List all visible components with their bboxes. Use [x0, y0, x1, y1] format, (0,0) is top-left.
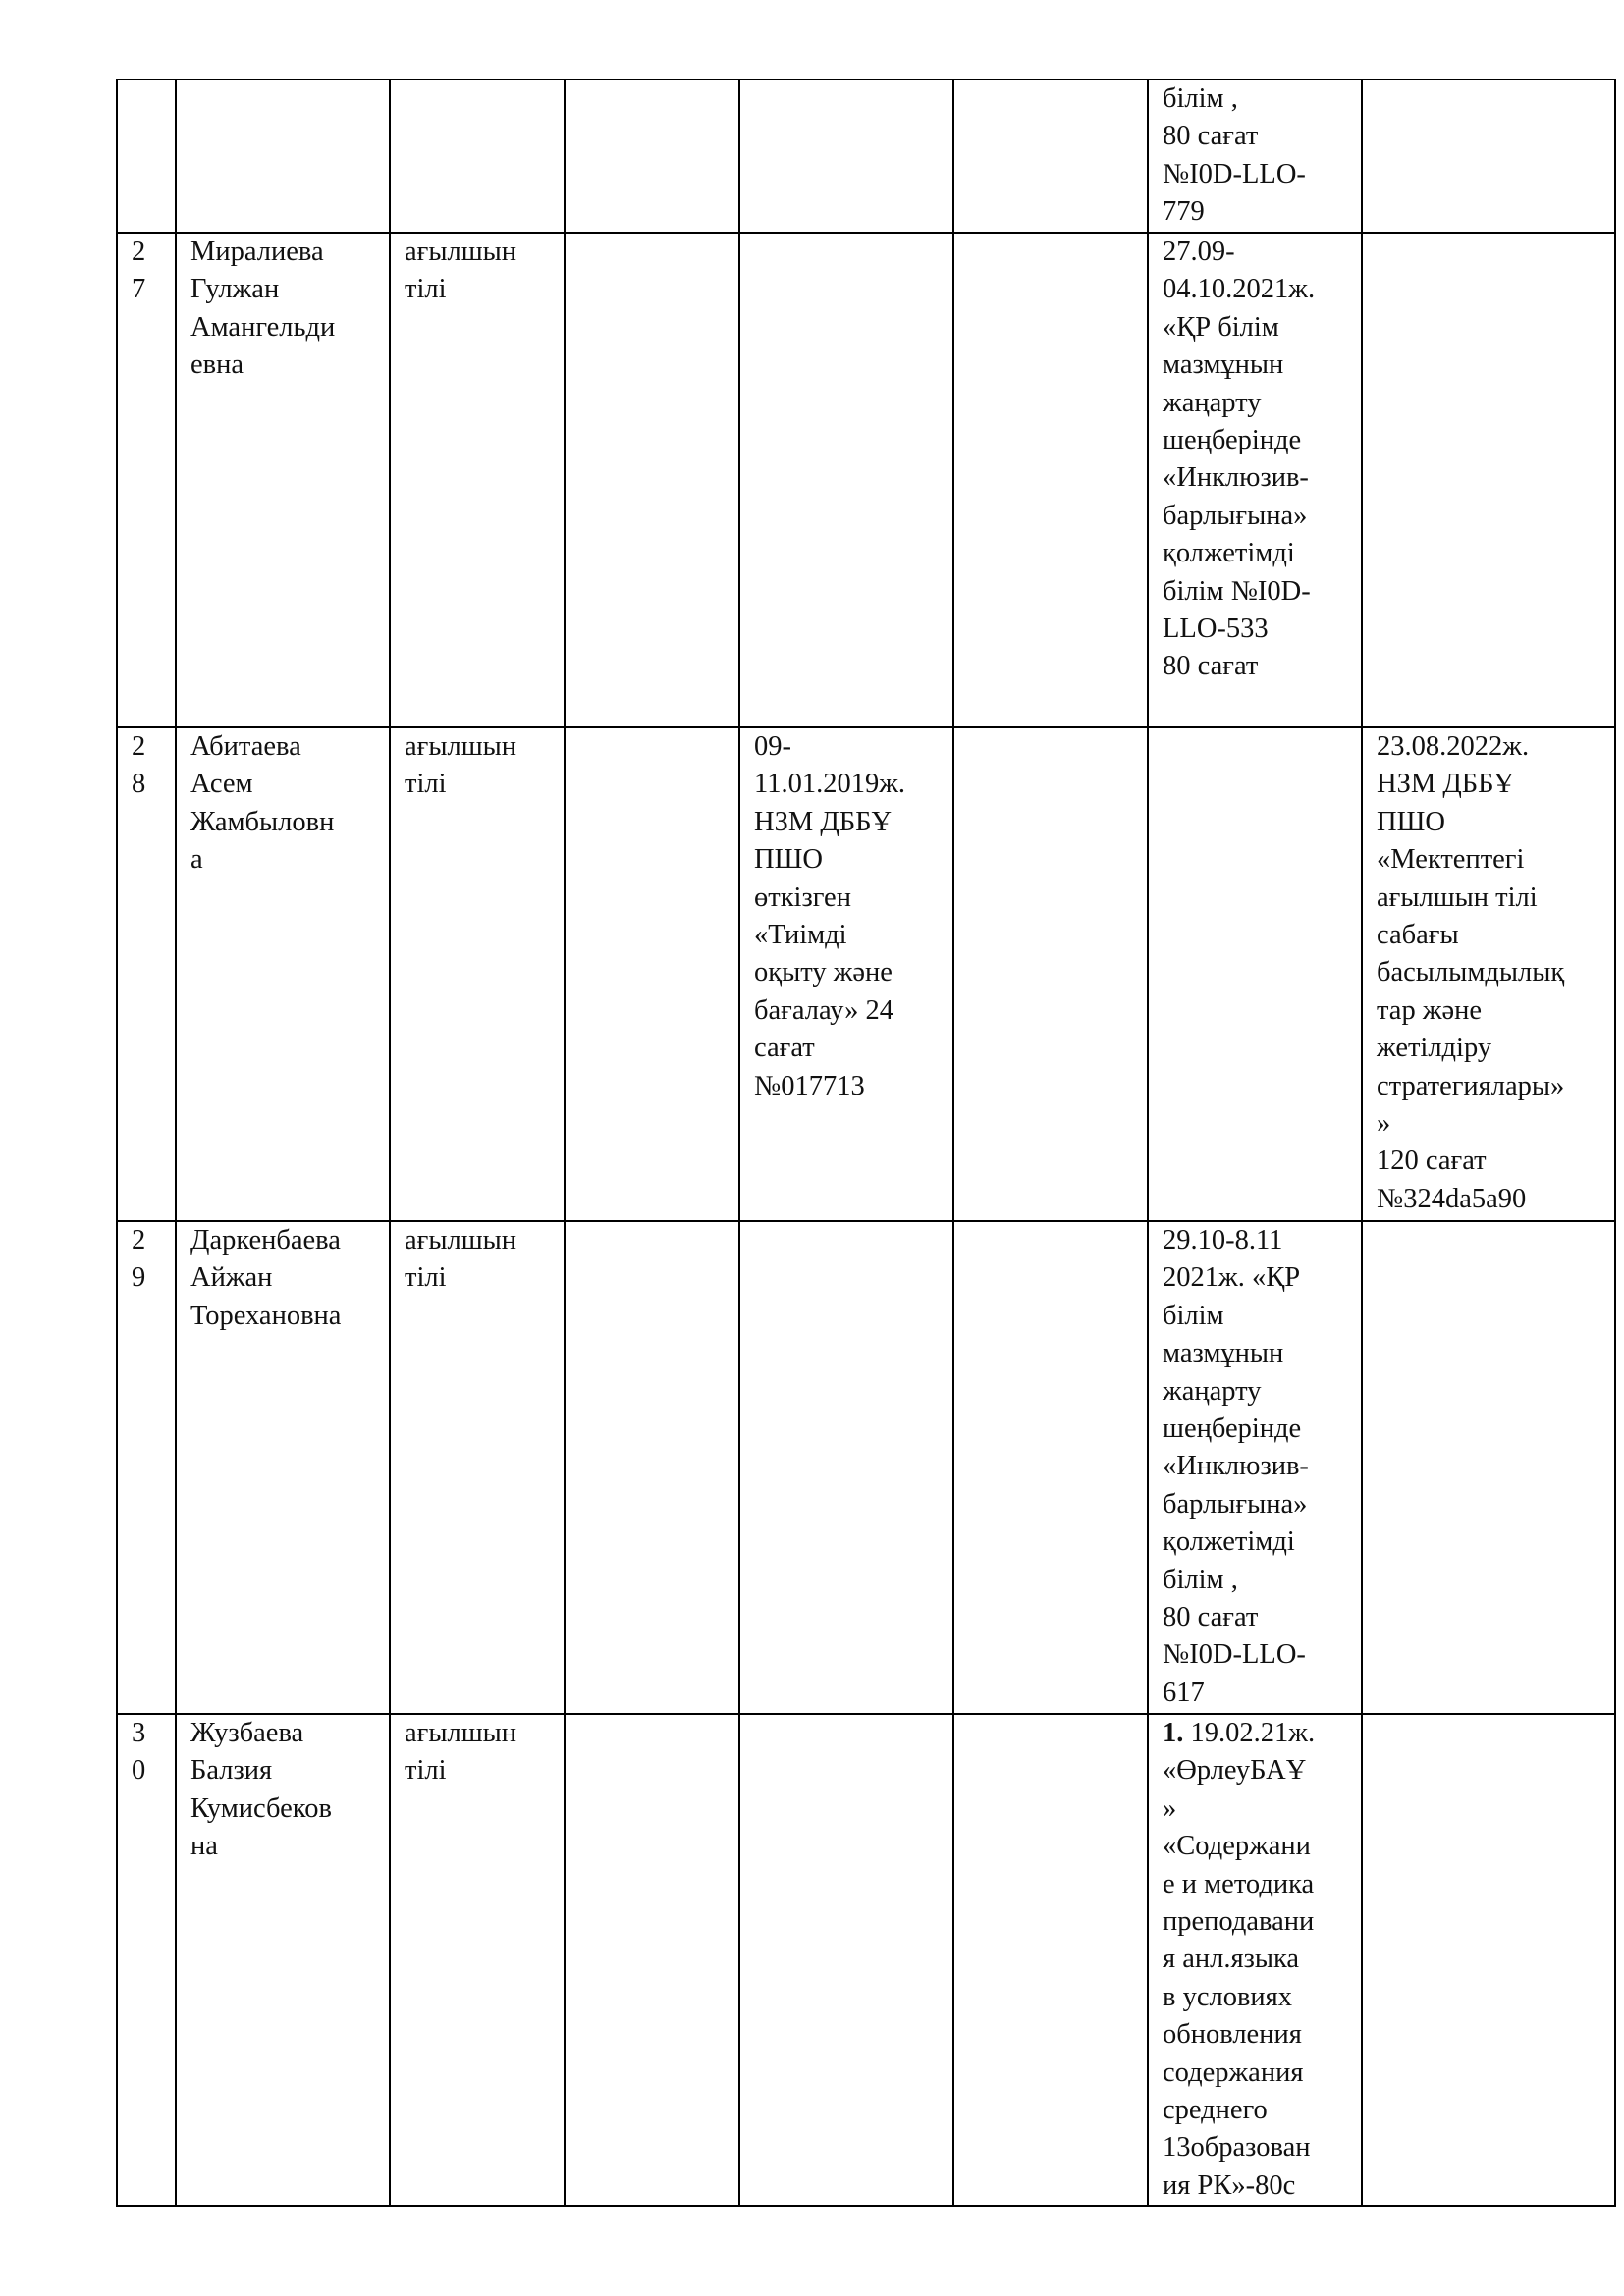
cell-text-line: жаңарту: [1163, 387, 1262, 418]
cell-text-line: ағылшын: [405, 731, 517, 762]
cell-text-line: я анл.языка: [1163, 1944, 1300, 1975]
cell-text-line: 29.10-8.11: [1163, 1225, 1283, 1255]
course-cell-8: [1362, 1221, 1615, 1714]
course-cell-4: [565, 1221, 739, 1714]
cell-text-line: ПШО: [1377, 806, 1445, 837]
course-cell-8: [1362, 727, 1615, 1221]
cell-text-line: шеңберінде: [1163, 425, 1302, 456]
cell-text-line: Асем: [190, 769, 253, 800]
course-cell-4: [565, 233, 739, 727]
cell-text-line: сағат: [754, 1033, 815, 1064]
teacher-name-cell: [176, 1714, 390, 2206]
course-cell-7: [1148, 727, 1362, 1221]
course-cell-6: [953, 727, 1148, 1221]
cell-text-line: басылымдылық: [1377, 957, 1565, 988]
cell-text-line: Айжан: [190, 1262, 273, 1294]
cell-text-line: ағылшын: [405, 237, 517, 267]
table-row: [117, 1221, 1615, 1714]
cell-text-line: НЗМ ДББҰ: [754, 806, 893, 837]
cell-text-line: ағылшын: [405, 1225, 517, 1255]
cell-text-line: 2021ж. «ҚР: [1163, 1262, 1301, 1294]
cell-text-line: «Содержани: [1163, 1831, 1311, 1862]
cell-text-line: 8: [132, 769, 146, 800]
cell-text-line: 80 сағат: [1163, 651, 1259, 682]
cell-text-line: 11.01.2019ж.: [754, 769, 906, 800]
cell-text-line: жетілдіру: [1377, 1033, 1492, 1064]
subject-cell: [390, 233, 565, 727]
cell-text-line: №I0D-LLO-: [1163, 158, 1306, 189]
cell-text-line: 80 сағат: [1163, 1602, 1259, 1633]
course-first-line: [1163, 1715, 1361, 1752]
row-number-cell: [117, 727, 176, 1221]
course-cell-5: [739, 727, 953, 1221]
row-number-cell: [117, 233, 176, 727]
teacher-name-cell: [176, 80, 390, 233]
cell-text-line: Абитаева: [190, 731, 301, 762]
cell-text-line: 80 сағат: [1163, 121, 1259, 152]
course-cell-8: [1362, 233, 1615, 727]
cell-text-line: №I0D-LLO-: [1163, 1639, 1306, 1671]
cell-text-line: 9: [132, 1262, 146, 1294]
course-cell-4: [565, 727, 739, 1221]
cell-text-line: барлығына»: [1163, 1488, 1308, 1520]
cell-text-line: қолжетімді: [1163, 1526, 1295, 1558]
cell-text-line: 04.10.2021ж.: [1163, 274, 1316, 305]
course-cell-6: [953, 1714, 1148, 2206]
cell-text-line: 09-: [754, 731, 791, 762]
cell-text-line: ағылшын тілі: [1377, 881, 1538, 913]
cell-text-line: 2: [132, 237, 146, 267]
course-cell-8: [1362, 1714, 1615, 2206]
course-cell-7: [1148, 1714, 1362, 2206]
cell-text-line: «Инклюзив-: [1163, 462, 1309, 494]
cell-text-line: жаңарту: [1163, 1375, 1262, 1407]
cell-text-line: е и методика: [1163, 1868, 1315, 1899]
table-row: [117, 727, 1615, 1221]
course-cell-8: [1362, 80, 1615, 233]
cell-text-line: білім ,: [1163, 83, 1238, 114]
cell-text-line: Гулжан: [190, 274, 280, 305]
subject-cell: [390, 1714, 565, 2206]
course-cell-5: [739, 1714, 953, 2206]
cell-text-line: »: [1163, 1792, 1177, 1824]
cell-text-line: Амангельди: [190, 311, 336, 343]
cell-text-line: обновления: [1163, 2019, 1302, 2051]
subject-cell: [390, 727, 565, 1221]
course-cell-4: [565, 80, 739, 233]
cell-text-line: стратегиялары»: [1377, 1070, 1565, 1101]
teachers-training-table: [116, 79, 1616, 2207]
course-cell-5: [739, 233, 953, 727]
cell-text-line: Жузбаева: [190, 1718, 304, 1748]
cell-text-line: тілі: [405, 769, 447, 800]
cell-text-line: 120 сағат: [1377, 1146, 1487, 1177]
cell-text-line: на: [190, 1831, 218, 1862]
cell-text-line: 27.09-: [1163, 237, 1235, 267]
cell-text-line: білім ,: [1163, 1564, 1238, 1595]
cell-text-line: Даркенбаева: [190, 1225, 341, 1255]
cell-text-line: 23.08.2022ж.: [1377, 731, 1530, 762]
cell-text-line: Тореханoвна: [190, 1300, 342, 1331]
cell-text-line: Кумисбеков: [190, 1792, 332, 1824]
cell-text-line: 0: [132, 1755, 146, 1787]
cell-text-line: шеңберінде: [1163, 1414, 1302, 1445]
teacher-name-cell: [176, 1221, 390, 1714]
cell-text-line: »: [1377, 1108, 1391, 1140]
course-cell-5: [739, 80, 953, 233]
table-row: [117, 80, 1615, 233]
course-cell-6: [953, 233, 1148, 727]
course-detail-lines: [1163, 1752, 1361, 2205]
cell-text-line: өткізген: [754, 881, 851, 913]
cell-text-line: ағылшын: [405, 1718, 517, 1748]
teacher-name-cell: [176, 233, 390, 727]
cell-text-line: бағалау» 24: [754, 994, 893, 1026]
cell-text-line: сабағы: [1377, 920, 1459, 951]
cell-text-line: «Инклюзив-: [1163, 1451, 1309, 1482]
course-cell-6: [953, 1221, 1148, 1714]
cell-text-line: 617: [1163, 1677, 1205, 1708]
cell-text-line: в условиях: [1163, 1981, 1293, 2012]
cell-text-line: білім №I0D-: [1163, 575, 1311, 607]
cell-text-line: білім: [1163, 1300, 1224, 1331]
cell-text-line: Балзия: [190, 1755, 273, 1787]
cell-text-line: ия РК»-80с: [1163, 2169, 1296, 2201]
course-cell-6: [953, 80, 1148, 233]
cell-text-line: тар және: [1377, 994, 1483, 1026]
cell-text-line: «Тиімді: [754, 920, 847, 951]
course-cell-7: [1148, 1221, 1362, 1714]
course-cell-4: [565, 1714, 739, 2206]
cell-text-line: евна: [190, 349, 244, 381]
cell-text-line: «Мектептегі: [1377, 844, 1525, 876]
cell-text-line: №017713: [754, 1070, 865, 1101]
course-cell-7: [1148, 233, 1362, 727]
cell-text-line: 2: [132, 731, 146, 762]
cell-text-line: 7: [132, 274, 146, 305]
subject-cell: [390, 80, 565, 233]
cell-text-line: 779: [1163, 196, 1205, 228]
cell-text-line: Миралиева: [190, 237, 324, 267]
cell-text-line: «ҚР білім: [1163, 311, 1279, 343]
cell-text-line: среднего: [1163, 2095, 1268, 2126]
table-row: [117, 233, 1615, 727]
list-marker: 1.: [1163, 1718, 1184, 1748]
cell-text-line: содержания: [1163, 2056, 1304, 2088]
cell-text-line: 2: [132, 1225, 146, 1255]
teacher-name-cell: [176, 727, 390, 1221]
cell-text-line: ПШО: [754, 844, 823, 876]
cell-text-line: «ӨрлеуБАҰ: [1163, 1755, 1307, 1787]
table-row: [117, 1714, 1615, 2206]
cell-text-line: 3: [132, 1718, 146, 1748]
row-number-cell: [117, 80, 176, 233]
course-cell-5: [739, 1221, 953, 1714]
cell-text-line: №324da5a90: [1377, 1183, 1527, 1214]
cell-text-line: Жамбыловн: [190, 806, 335, 837]
course-cell-7: [1148, 80, 1362, 233]
cell-text-line: тілі: [405, 1755, 447, 1787]
cell-text-line: қолжетімді: [1163, 538, 1295, 569]
cell-text-line: НЗМ ДББҰ: [1377, 769, 1515, 800]
cell-text-line: мазмұнын: [1163, 1338, 1284, 1369]
cell-text-line: тілі: [405, 1262, 447, 1294]
cell-text-line: преподавани: [1163, 1906, 1315, 1938]
cell-text-line: барлығына»: [1163, 500, 1308, 531]
row-number-cell: [117, 1714, 176, 2206]
cell-text-line: 13образован: [1163, 2132, 1311, 2163]
row-number-cell: [117, 1221, 176, 1714]
course-date: 19.02.21ж.: [1183, 1718, 1316, 1748]
cell-text-line: а: [190, 844, 203, 876]
cell-text-line: LLO-533: [1163, 614, 1269, 645]
cell-text-line: тілі: [405, 274, 447, 305]
cell-text-line: оқыту және: [754, 957, 893, 988]
subject-cell: [390, 1221, 565, 1714]
cell-text-line: мазмұнын: [1163, 349, 1284, 381]
